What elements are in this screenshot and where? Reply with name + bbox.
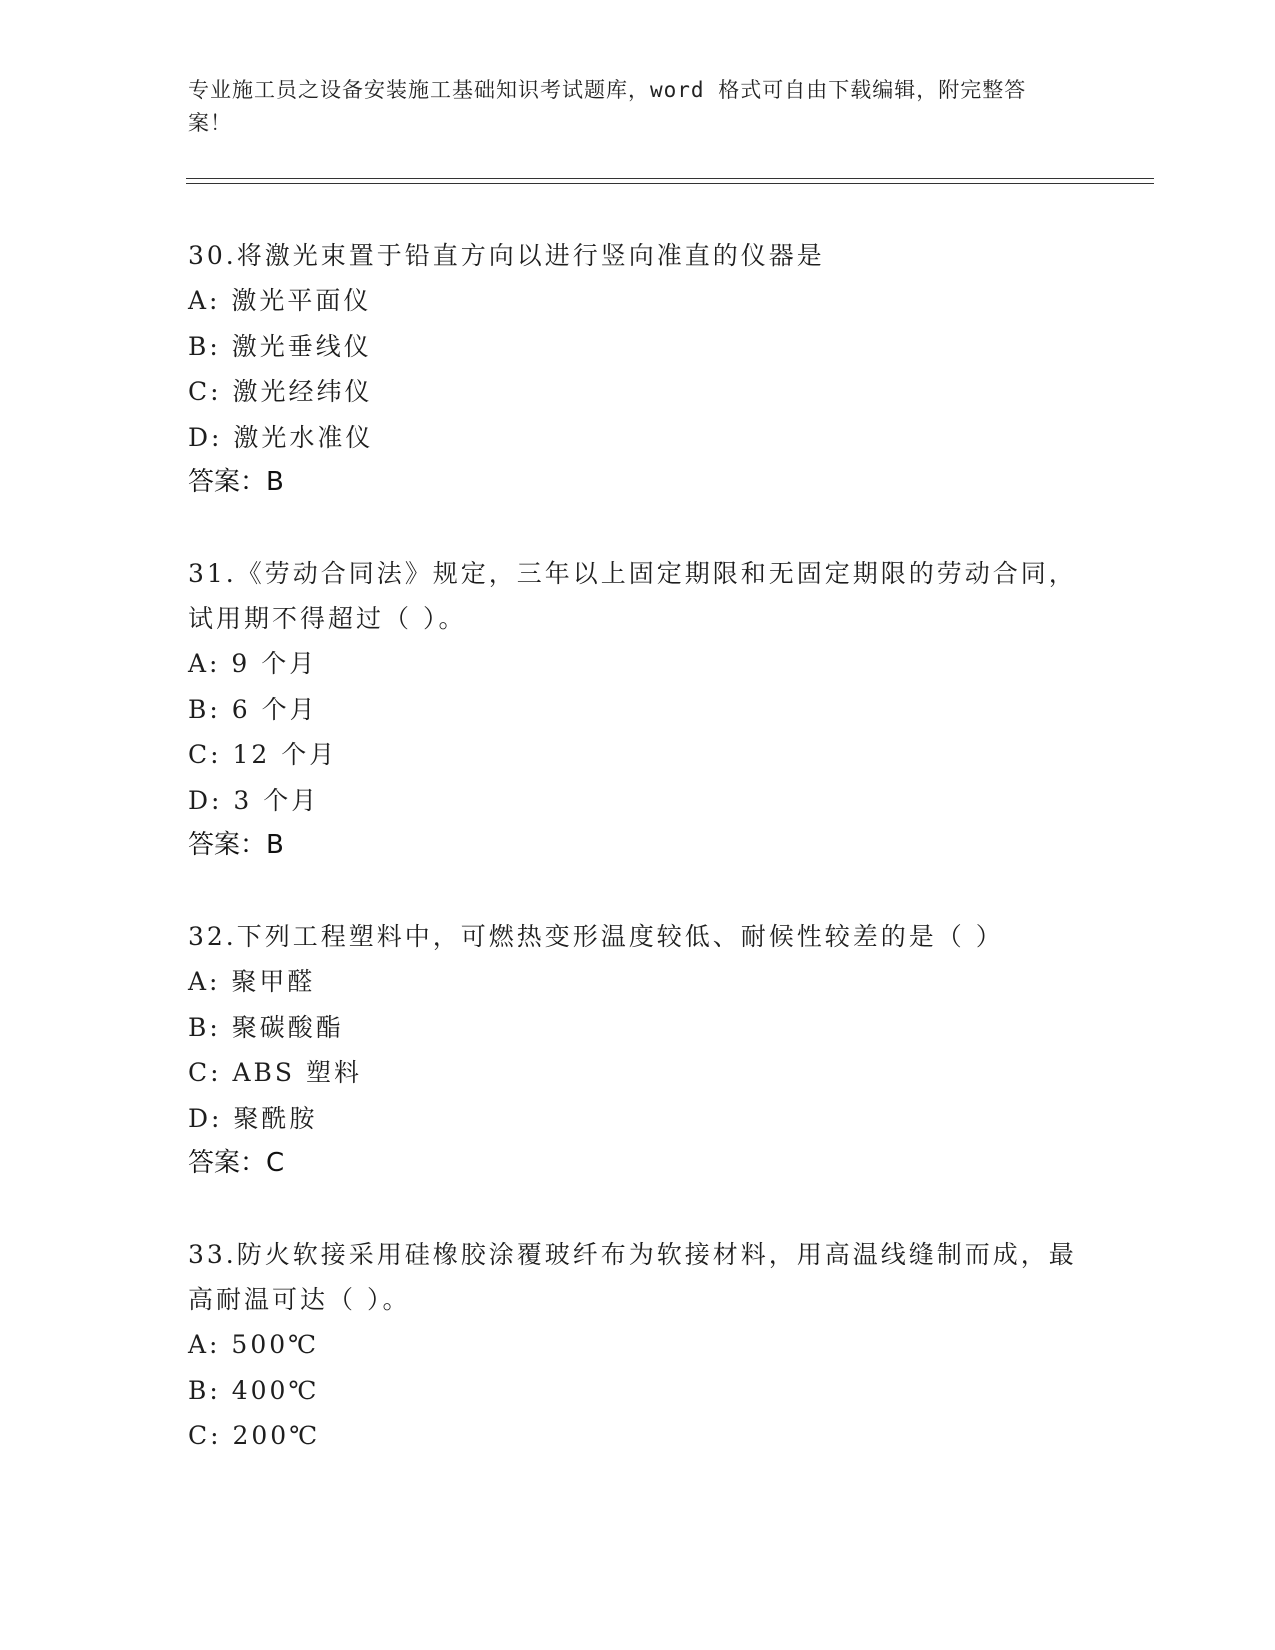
question-text: 30.将激光束置于铅直方向以进行竖向准直的仪器是 xyxy=(188,241,825,270)
option-c: C: 12 个月 xyxy=(188,740,338,769)
option-a: A: 激光平面仪 xyxy=(188,286,372,315)
question-list xyxy=(188,233,1088,1505)
question-text: 33.防火软接采用硅橡胶涂覆玻纤布为软接材料，用高温线缝制而成，最高耐温可达（ ）。 xyxy=(188,1240,1077,1314)
option-d: D: 激光水准仪 xyxy=(188,422,374,452)
option-a: A: 聚甲醛 xyxy=(188,967,316,996)
option-b: B: 聚碳酸酯 xyxy=(188,1012,344,1042)
option-d: D: 3 个月 xyxy=(188,785,320,815)
option-b: B: 6 个月 xyxy=(188,694,318,724)
header-divider xyxy=(186,178,1154,184)
question-30 xyxy=(188,233,1088,505)
option-a: A: 500℃ xyxy=(188,1330,320,1359)
option-d: D: 聚酰胺 xyxy=(188,1103,318,1133)
option-c: C: 激光经纬仪 xyxy=(188,377,373,406)
option-b: B: 400℃ xyxy=(188,1375,320,1405)
question-32 xyxy=(188,914,1088,1186)
option-b: B: 激光垂线仪 xyxy=(188,331,372,361)
question-33 xyxy=(188,1232,1088,1459)
option-c: C: ABS 塑料 xyxy=(188,1058,362,1087)
answer-line: 答案：B xyxy=(188,830,284,860)
document-header: 专业施工员之设备安装施工基础知识考试题库，word 格式可自由下载编辑，附完整答案！ xyxy=(188,78,1027,135)
question-text: 31.《劳动合同法》规定，三年以上固定期限和无固定期限的劳动合同，试用期不得超过（ ）。 xyxy=(188,559,1077,633)
answer-line: 答案：C xyxy=(188,1148,285,1178)
answer-line: 答案：B xyxy=(188,467,284,497)
question-text: 32.下列工程塑料中，可燃热变形温度较低、耐候性较差的是（ ） xyxy=(188,922,1004,951)
option-a: A: 9 个月 xyxy=(188,649,318,678)
question-31 xyxy=(188,551,1088,868)
option-c: C: 200℃ xyxy=(188,1421,321,1450)
